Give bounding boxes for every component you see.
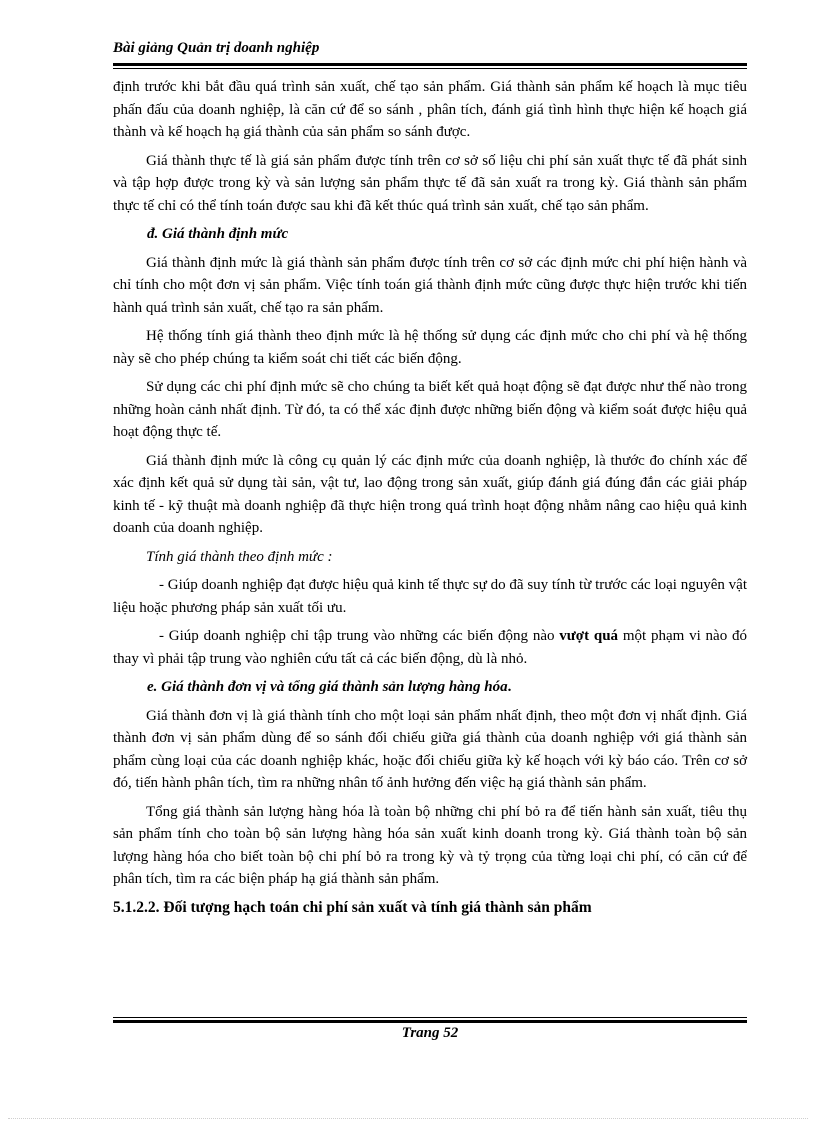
paragraph-standard-cost-definition: Giá thành định mức là giá thành sản phẩm được tính trên cơ sở các định mức chi phí hiện hành và chỉ tính cho một đơn vị sản phẩm. Việc tính toán giá thành định mức cũng được thực hiện trước khi tiến hành quá trình sản xuất, chế tạo ra sản phẩm. <box>113 254 747 316</box>
header-rule-thin <box>113 68 747 69</box>
paragraph-actual-cost: Giá thành thực tế là giá sản phẩm được tính trên cơ sở số liệu chi phí sản xuất thực tế đã phát sinh và tập hợp được trong kỳ và sản lượng sản phẩm thực tế đã sản xuất ra trong kỳ. Giá thành sản phẩm thực tế chỉ có thể tính toán được sau khi đã kết thúc quá trình sản xuất, chế tạo sản phẩm. <box>113 152 747 214</box>
bullet-item-2-bold: vượt quá <box>559 628 619 644</box>
bullet-item-2 <box>113 625 747 670</box>
section-heading-5-1-2-2: 5.1.2.2. Đối tượng hạch toán chi phí sản xuất và tính giá thành sản phẩm <box>113 898 592 916</box>
header-title: Bài giảng Quản trị doanh nghiệp <box>113 40 320 56</box>
subheading-unit-and-total-cost-text: e. Giá thành đơn vị và tổng giá thành sản lượng hàng hóa <box>147 679 508 695</box>
bullet-item-2-text-a: - Giúp doanh nghiệp chỉ tập trung vào những các biến động nào <box>159 628 560 644</box>
subheading-standard-cost: đ. Giá thành định mức <box>147 226 289 242</box>
italic-line-standard-costing: Tính giá thành theo định mức : <box>146 548 333 565</box>
paragraph-unit-cost: Giá thành đơn vị là giá thành tính cho một loại sản phẩm nhất định, theo một đơn vị nhất định. Giá thành đơn vị sản phẩm dùng để so sánh đối chiếu giữa giá thành của doanh nghiệp với giá thành sản phẩm cùng loại của các doanh nghiệp khác, hoặc đối chiếu giữa kỳ kế hoạch với kỳ báo cáo. Trên cơ sở đó, tiến hành phân tích, tìm ra những nhân tố ảnh hưởng đến việc hạ giá thành sản phẩm. <box>113 707 747 791</box>
bullet-item-2-text-b: một phạm vi nào đó thay vì phải tập trung vào nghiên cứu tất cả các biến động, dù là nhỏ. <box>113 628 747 667</box>
page-edge-dotted <box>8 1118 808 1119</box>
bullet-item-1: - Giúp doanh nghiệp đạt được hiệu quả kinh tế thực sự do đã suy tính từ trước các loại nguyên vật liệu hoặc phương pháp sản xuất tối ưu. <box>113 577 747 616</box>
paragraph-standard-cost-usage: Sử dụng các chi phí định mức sẽ cho chúng ta biết kết quả hoạt động sẽ đạt được như thế nào trong những hoàn cảnh nhất định. Từ đó, ta có thể xác định được những biến động và kiểm soát được hiệu quả hoạt động thực tế. <box>113 379 747 440</box>
footer-rule-thin <box>113 1017 747 1018</box>
header-rule-thick <box>113 63 747 66</box>
subheading-unit-and-total-cost-period: . <box>507 679 512 695</box>
paragraph-planned-cost: định trước khi bắt đầu quá trình sản xuất, chế tạo sản phẩm. Giá thành sản phẩm kế hoạch là mục tiêu phấn đấu của doanh nghiệp, là căn cứ để so sánh , phân tích, đánh giá tình hình thực hiện kế hoạch giá thành và kế hoạch hạ giá thành của sản phẩm so sánh được. <box>113 79 747 140</box>
page-number: Trang 52 <box>401 1025 459 1041</box>
paragraph-standard-cost-tool: Giá thành định mức là công cụ quản lý các định mức của doanh nghiệp, là thước đo chính xác để xác định kết quả sử dụng tài sản, vật tư, lao động trong sản xuất, giúp đánh giá đúng đắn các giải pháp kinh tế - kỹ thuật mà doanh nghiệp đã thực hiện trong quá trình hoạt động nhằm nâng cao hiệu quả kinh doanh của doanh nghiệp. <box>113 452 747 536</box>
document-body <box>113 76 747 925</box>
subheading-unit-and-total-cost <box>147 676 747 699</box>
paragraph-total-cost: Tổng giá thành sản lượng hàng hóa là toàn bộ những chi phí bỏ ra để tiến hành sản xuất, tiêu thụ sản phẩm tính cho toàn bộ sản lượng hàng hóa sản xuất kinh doanh trong kỳ. Giá thành toàn bộ sản lượng hàng hóa cho biết toàn bộ chi phí bỏ ra trong kỳ và tỷ trọng của từng loại chi phí, có căn cứ để phân tích, tìm ra các biện pháp hạ giá thành sản phẩm. <box>113 803 747 887</box>
footer-rule-thick <box>113 1020 747 1023</box>
paragraph-standard-cost-system: Hệ thống tính giá thành theo định mức là hệ thống sử dụng các định mức cho chi phí và hệ thống này sẽ cho phép chúng ta kiểm soát chi tiết các biến động. <box>113 328 747 367</box>
